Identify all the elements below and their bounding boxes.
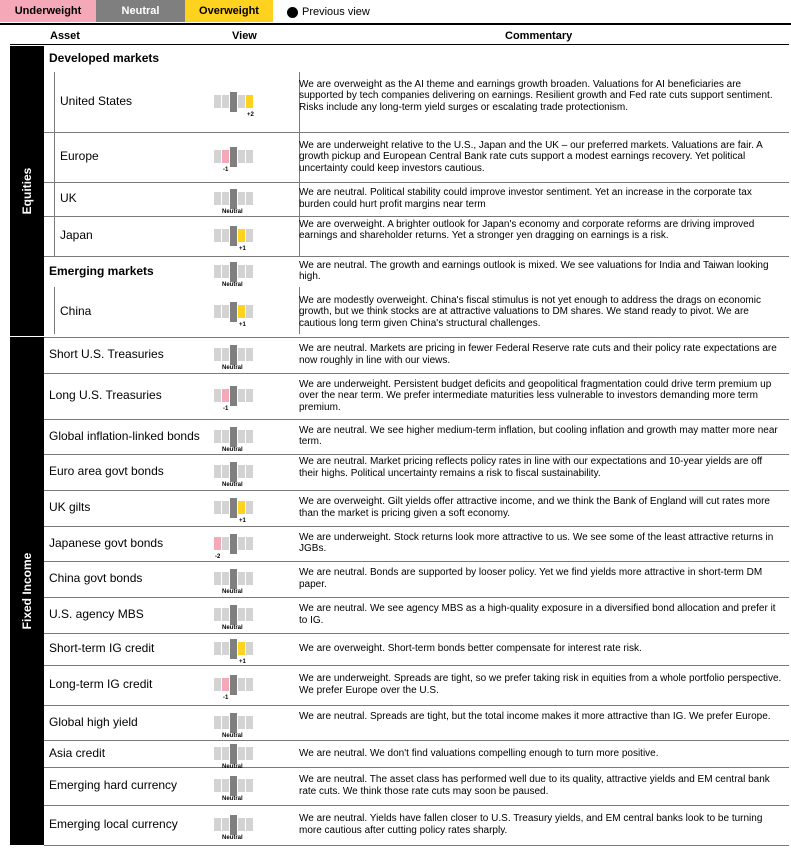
view-label: Neutral xyxy=(222,365,243,371)
view-scale xyxy=(214,570,284,598)
scale-step xyxy=(222,348,229,361)
commentary-text: We are overweight. A brighter outlook for Japan's economy and corporate reforms are driving improved earnings and shareholder returns. Yet a stronger yen dragging on earnings is a risk. xyxy=(299,218,755,242)
commentary-text: We are neutral. We see higher medium-term inflation, but cooling inflation and growth may matter more near term. xyxy=(299,424,778,448)
scale-step xyxy=(222,747,229,760)
scale-step xyxy=(214,818,221,831)
view-scale xyxy=(214,148,284,176)
neutral-mark xyxy=(230,147,237,167)
scale-step xyxy=(238,348,245,361)
neutral-mark xyxy=(230,462,237,482)
view-scale xyxy=(214,346,284,374)
scale-step xyxy=(238,779,245,792)
view-scale xyxy=(214,777,284,805)
scale-step xyxy=(238,465,245,478)
view-label: Neutral xyxy=(222,446,243,453)
table-row xyxy=(44,46,789,72)
legend-previous-label: Previous view xyxy=(302,6,370,18)
scale-step xyxy=(238,192,245,205)
commentary-text: We are neutral. Spreads are tight, but the total income makes it more attractive than IG. We prefer Europe. xyxy=(299,710,771,722)
neutral-mark xyxy=(230,226,237,246)
view-scale xyxy=(214,714,284,742)
overweight-mark xyxy=(246,95,253,108)
commentary-text: We are overweight. Short-term bonds better compensate for interest rate risk. xyxy=(299,643,642,655)
scale-step xyxy=(222,716,229,729)
table-row xyxy=(44,597,789,634)
overweight-mark xyxy=(238,642,245,655)
scale-step xyxy=(214,779,221,792)
table-row xyxy=(44,633,789,666)
scale-step xyxy=(214,430,221,443)
scale-step xyxy=(214,572,221,585)
scale-step xyxy=(238,430,245,443)
table-row xyxy=(44,182,789,217)
legend-underweight: Underweight xyxy=(0,0,96,22)
header-asset: Asset xyxy=(50,30,80,42)
view-label: -1 xyxy=(223,406,229,412)
view-label: +1 xyxy=(239,246,246,252)
scale-step xyxy=(238,95,245,108)
scale-step xyxy=(238,537,245,550)
asset-name-short-u-s-treasuries: Short U.S. Treasuries xyxy=(49,347,164,361)
scale-step xyxy=(246,678,253,691)
scale-step xyxy=(246,265,253,278)
asset-name-china: China xyxy=(60,304,92,318)
asset-name-emerging-local-currency: Emerging local currency xyxy=(49,817,178,831)
table-row xyxy=(44,454,789,491)
view-scale xyxy=(214,428,284,456)
underweight-mark xyxy=(222,678,229,691)
overweight-mark xyxy=(238,229,245,242)
table-row xyxy=(44,72,789,133)
scale-step xyxy=(214,747,221,760)
scale-step xyxy=(222,192,229,205)
legend xyxy=(0,0,791,24)
neutral-mark xyxy=(230,189,237,209)
view-label: Neutral xyxy=(222,763,243,770)
underweight-mark xyxy=(214,537,221,550)
view-scale xyxy=(214,816,284,844)
scale-step xyxy=(222,572,229,585)
asset-name-short-term-ig-credit: Short-term IG credit xyxy=(49,641,155,655)
scale-step xyxy=(222,818,229,831)
overweight-mark xyxy=(238,305,245,318)
view-label: Neutral xyxy=(222,625,243,631)
scale-step xyxy=(214,642,221,655)
view-scale xyxy=(214,190,284,218)
table-row xyxy=(44,373,789,420)
view-scale xyxy=(214,463,284,491)
commentary-text: We are neutral. Political stability could improve investor sentiment. Yet an increase in the corporate tax burden could hurt profit margins near term xyxy=(299,187,752,210)
scale-step xyxy=(238,608,245,621)
neutral-mark xyxy=(230,605,237,625)
scale-step xyxy=(214,192,221,205)
view-label: Neutral xyxy=(222,589,243,595)
asset-name-u-s-agency-mbs: U.S. agency MBS xyxy=(49,607,144,621)
commentary-text: We are neutral. We don't find valuations compelling enough to turn more positive. xyxy=(299,747,659,759)
scale-step xyxy=(222,265,229,278)
view-label: Neutral xyxy=(222,482,243,488)
view-label: Neutral xyxy=(222,281,243,288)
asset-name-asia-credit: Asia credit xyxy=(49,745,106,760)
scale-step xyxy=(222,501,229,514)
scale-step xyxy=(214,465,221,478)
view-scale xyxy=(214,640,284,668)
table-row xyxy=(44,287,789,338)
header-view: View xyxy=(232,30,257,42)
scale-step xyxy=(246,192,253,205)
legend-neutral: Neutral xyxy=(96,0,185,22)
asset-name-united-states: United States xyxy=(60,94,133,108)
scale-step xyxy=(214,95,221,108)
table-row xyxy=(44,740,789,768)
view-label: Neutral xyxy=(222,732,243,739)
underweight-mark xyxy=(222,150,229,163)
scale-step xyxy=(214,229,221,242)
view-label: Neutral xyxy=(222,835,243,841)
asset-name-developed-markets: Developed markets xyxy=(49,51,160,65)
neutral-mark xyxy=(230,569,237,589)
scale-step xyxy=(214,389,221,402)
asset-name-uk-gilts: UK gilts xyxy=(49,500,91,514)
scale-step xyxy=(214,150,221,163)
neutral-mark xyxy=(230,427,237,447)
asset-name-global-high-yield: Global high yield xyxy=(49,714,138,729)
asset-name-uk: UK xyxy=(60,191,77,205)
view-label: Neutral xyxy=(222,209,243,215)
view-label: +1 xyxy=(239,322,246,328)
commentary-text: We are neutral. Markets are pricing in fewer Federal Reserve rate cuts and their policy rate expectations are now roughly in line with our views. xyxy=(299,343,777,366)
table-row xyxy=(44,256,789,287)
scale-step xyxy=(246,572,253,585)
header-commentary: Commentary xyxy=(505,30,573,42)
header-divider xyxy=(10,44,789,45)
view-label: +2 xyxy=(247,112,254,118)
neutral-mark xyxy=(230,386,237,406)
view-label: +1 xyxy=(239,659,246,665)
scale-step xyxy=(246,430,253,443)
view-scale xyxy=(214,227,284,255)
scale-step xyxy=(222,537,229,550)
asset-name-euro-area-govt-bonds: Euro area govt bonds xyxy=(49,464,164,478)
asset-name-japan: Japan xyxy=(60,228,93,242)
commentary-text: We are modestly overweight. China's fiscal stimulus is not yet enough to address the drags on economic growth, but we think stocks are at attractive valuations to DM shares. We stand ready to pivot. We are cautious long term given China's structural challenges. xyxy=(299,294,761,329)
table-row xyxy=(44,705,789,741)
scale-step xyxy=(222,430,229,443)
view-scale xyxy=(214,93,284,121)
scale-step xyxy=(214,265,221,278)
scale-step xyxy=(238,747,245,760)
table-row xyxy=(44,337,789,374)
overweight-mark xyxy=(238,501,245,514)
neutral-mark xyxy=(230,639,237,659)
asset-name-global-inflation-linked-bonds: Global inflation-linked bonds xyxy=(49,428,200,443)
legend-previous-view xyxy=(287,0,370,24)
scale-step xyxy=(238,818,245,831)
scale-step xyxy=(214,678,221,691)
scale-step xyxy=(222,465,229,478)
commentary-text: We are overweight as the AI theme and earnings growth broaden. Valuations for AI beneficiaries are supported by tech companies delivering on earnings. Resilient growth and Fed rate cuts support sentiment. Risks include any long-term yield surges or escalating trade protectionism. xyxy=(299,78,773,113)
scale-step xyxy=(246,608,253,621)
view-label: -2 xyxy=(215,553,221,560)
table-row xyxy=(44,665,789,706)
table-row xyxy=(44,216,789,257)
commentary-text: We are underweight relative to the U.S., Japan and the UK – our preferred markets. Valuations are fair. A growth pickup and European Central Bank rate cuts support a modest earnings recovery. Yet political uncertainty could keep investors cautious. xyxy=(299,139,763,174)
asset-name-japanese-govt-bonds: Japanese govt bonds xyxy=(49,535,164,550)
scale-step xyxy=(246,501,253,514)
neutral-mark xyxy=(230,534,237,554)
legend-overweight: Overweight xyxy=(185,0,273,22)
asset-name-china-govt-bonds: China govt bonds xyxy=(49,571,143,585)
asset-name-long-u-s-treasuries: Long U.S. Treasuries xyxy=(49,388,162,402)
scale-step xyxy=(246,229,253,242)
neutral-mark xyxy=(230,744,237,764)
commentary-text: We are underweight. Spreads are tight, so we prefer taking risk in equities from a whole portfolio perspective. We prefer Europe over the U.S. xyxy=(299,673,782,696)
neutral-mark xyxy=(230,776,237,796)
asset-name-emerging-hard-currency: Emerging hard currency xyxy=(49,778,178,792)
legend-divider xyxy=(0,23,791,25)
previous-view-dot-icon xyxy=(287,7,298,18)
table-row xyxy=(44,490,789,527)
commentary-text: We are overweight. Gilt yields offer attractive income, and we think the Bank of England will cut rates more than the market is pricing given a soft economy. xyxy=(299,496,770,519)
scale-step xyxy=(214,348,221,361)
equities-section-band xyxy=(10,46,44,336)
table-row xyxy=(44,805,789,846)
neutral-mark xyxy=(230,498,237,518)
scale-step xyxy=(214,716,221,729)
scale-step xyxy=(214,501,221,514)
neutral-mark xyxy=(230,92,237,112)
scale-step xyxy=(222,779,229,792)
table-row xyxy=(44,561,789,598)
scale-step xyxy=(238,389,245,402)
view-scale xyxy=(214,606,284,634)
table-row xyxy=(44,132,789,183)
asset-name-emerging-markets: Emerging markets xyxy=(49,263,154,278)
scale-step xyxy=(238,678,245,691)
scale-step xyxy=(238,150,245,163)
commentary-text: We are neutral. The asset class has performed well due to its quality, attractive yields and EM central bank rate cuts. We think those rate cuts may soon be paused. xyxy=(299,774,770,797)
table-row xyxy=(44,419,789,455)
commentary-text: We are neutral. We see agency MBS as a high-quality exposure in a diversified bond allocation and prefer it to IG. xyxy=(299,603,776,626)
commentary-text: We are neutral. Bonds are supported by looser policy. Yet we find yields more attractive in short-term DM paper. xyxy=(299,567,763,590)
scale-step xyxy=(246,779,253,792)
scale-step xyxy=(238,716,245,729)
scale-step xyxy=(238,265,245,278)
scale-step xyxy=(214,305,221,318)
scale-step xyxy=(238,572,245,585)
scale-step xyxy=(246,747,253,760)
scale-step xyxy=(222,608,229,621)
scale-step xyxy=(246,348,253,361)
scale-step xyxy=(222,642,229,655)
view-scale xyxy=(214,499,284,527)
view-scale xyxy=(214,387,284,415)
scale-step xyxy=(246,716,253,729)
scale-step xyxy=(246,305,253,318)
underweight-mark xyxy=(222,389,229,402)
scale-step xyxy=(222,229,229,242)
scale-step xyxy=(246,465,253,478)
commentary-text: We are neutral. Market pricing reflects policy rates in line with our expectations and 10-year yields are off their highs. Political uncertainty remains a risk to fiscal sustainability. xyxy=(299,456,763,479)
neutral-mark xyxy=(230,815,237,835)
neutral-mark xyxy=(230,302,237,322)
neutral-mark xyxy=(230,713,237,733)
neutral-mark xyxy=(230,345,237,365)
view-label: -1 xyxy=(223,167,229,173)
neutral-mark xyxy=(230,262,237,282)
scale-step xyxy=(246,150,253,163)
fixed-income-section-label: Fixed Income xyxy=(20,552,34,630)
scale-step xyxy=(214,608,221,621)
fixed-income-section-band xyxy=(10,337,44,845)
table-row xyxy=(44,767,789,806)
view-label: -1 xyxy=(223,695,229,701)
commentary-text: We are neutral. The growth and earnings outlook is mixed. We see valuations for India and Taiwan looking high. xyxy=(299,259,769,283)
equities-section-label: Equities xyxy=(20,167,34,215)
view-label: +1 xyxy=(239,518,246,524)
scale-step xyxy=(246,642,253,655)
asset-name-long-term-ig-credit: Long-term IG credit xyxy=(49,677,153,691)
scale-step xyxy=(246,537,253,550)
scale-step xyxy=(222,305,229,318)
view-scale xyxy=(214,535,284,563)
commentary-text: We are underweight. Persistent budget deficits and geopolitical fragmentation could drive term premium up over the near term. We prefer intermediate maturities less vulnerable to investors demanding more term premium. xyxy=(299,378,772,413)
view-label: Neutral xyxy=(222,796,243,802)
scale-step xyxy=(246,818,253,831)
neutral-mark xyxy=(230,675,237,695)
view-scale xyxy=(214,676,284,704)
scale-step xyxy=(246,389,253,402)
scale-step xyxy=(222,95,229,108)
commentary-text: We are neutral. Yields have fallen closer to U.S. Treasury yields, and EM central banks look to be turning more cautious after cutting policy rates sharply. xyxy=(299,813,763,836)
commentary-text: We are underweight. Stock returns look more attractive to us. We see some of the least attractive returns in JGBs. xyxy=(299,531,774,555)
asset-name-europe: Europe xyxy=(60,149,99,163)
table-row xyxy=(44,526,789,562)
view-scale xyxy=(214,303,284,331)
